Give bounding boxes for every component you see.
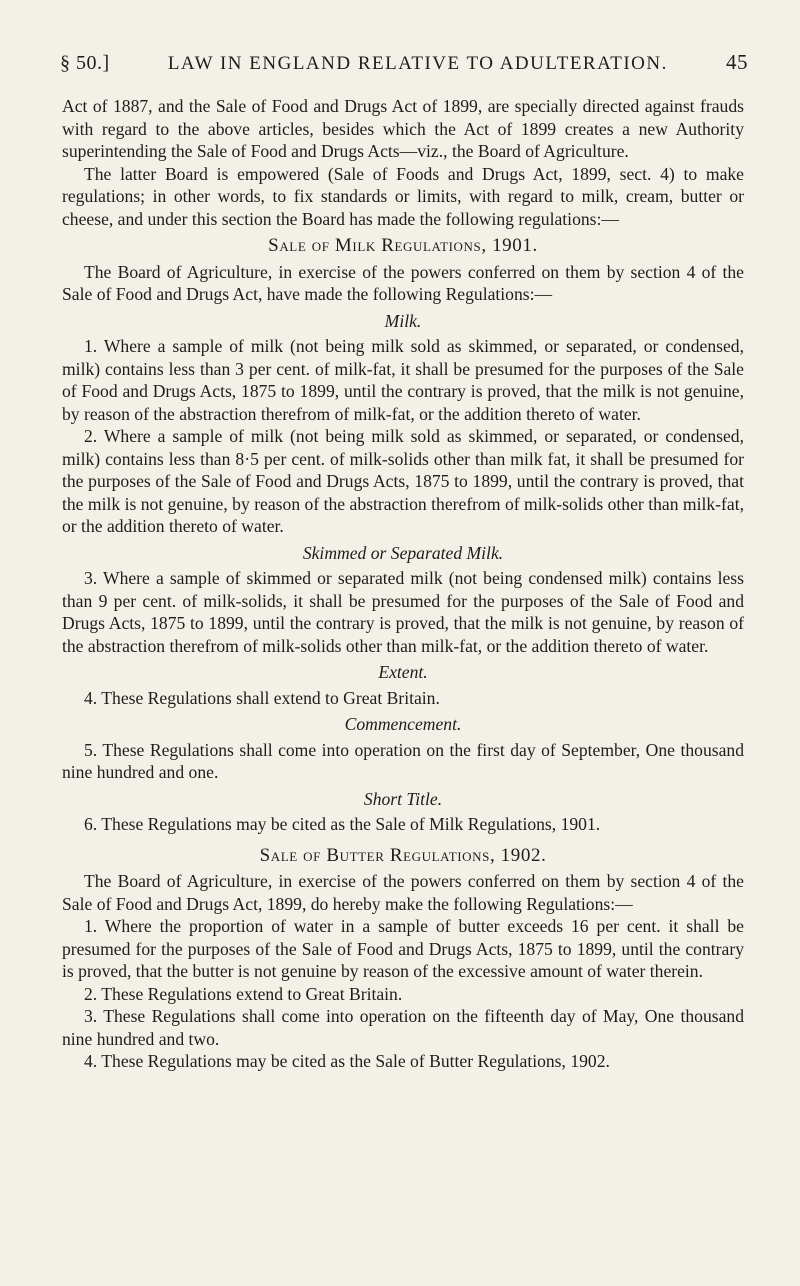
body-text (62, 95, 744, 1073)
butter-clause-1: 1. Where the proportion of water in a sample of butter exceeds 16 per cent. it shall be presumed for the purposes of the Sale of Food and Drugs Acts, 1875 to 1899, until the contrary is proved, that the butter is not genuine by reason of the excessive amount of water therein. (62, 916, 744, 981)
running-header (60, 50, 748, 75)
butter-clause-2: 2. These Regulations extend to Great Britain. (84, 983, 403, 1004)
intro-paragraph-1: Act of 1887, and the Sale of Food and Drugs Act of 1899, are specially directed against frauds with regard to the above articles, besides which the Act of 1899 creates a new Authority superintending the Sale of Food and Drugs Acts—viz., the Board of Agriculture. (62, 96, 744, 161)
short-title-subheading: Short Title. (363, 788, 443, 809)
commencement-subheading: Commencement. (344, 714, 462, 734)
milk-clause-5: 5. These Regulations shall come into operation on the first day of September, One thousand nine hundred and one. (62, 739, 744, 782)
milk-clause-2: 2. Where a sample of milk (not being milk sold as skimmed, or separated, or condensed, milk) contains less than 8·5 per cent. of milk-solids other than milk fat, it shall be presumed for the purposes of the Sale of Food and Drugs Acts, 1875 to 1899, until the contrary is proved, that the milk is not genuine, by reason of the abstraction therefrom of milk-solids other than milk-fat, or the addition thereto of water. (62, 426, 744, 536)
butter-clause-4: 4. These Regulations may be cited as the Sale of Butter Regulations, 1902. (84, 1051, 610, 1071)
milk-regulations-preamble: The Board of Agriculture, in exercise of the powers conferred on them by section 4 of the Sale of Food and Drugs Act, have made the following Regulations:— (62, 261, 744, 304)
extent-subheading: Extent. (378, 662, 428, 682)
milk-clause-1: 1. Where a sample of milk (not being milk sold as skimmed, or separated, or condensed, milk) contains less than 3 per cent. of milk-fat, it shall be presumed for the purposes of the Sale of Food and Drugs Acts, 1875 to 1899, until the contrary is proved, that the milk is not genuine, by reason of the abstraction therefrom of milk-fat, or the addition thereto of water. (62, 336, 744, 424)
butter-clause-3: 3. These Regulations shall come into operation on the fifteenth day of May, One thousand nine hundred and two. (62, 1006, 744, 1049)
milk-clause-4: 4. These Regulations shall extend to Great Britain. (84, 687, 440, 708)
skimmed-milk-subheading: Skimmed or Separated Milk. (302, 542, 504, 563)
butter-regulations-preamble: The Board of Agriculture, in exercise of the powers conferred on them by section 4 of the Sale of Food and Drugs Act, 1899, do hereby make the following Regulations:— (62, 871, 744, 914)
intro-paragraph-2: The latter Board is empowered (Sale of Foods and Drugs Act, 1899, sect. 4) to make regulations; in other words, to fix standards or limits, with regard to milk, cream, butter or cheese, and under this section the Board has made the following regulations:— (62, 163, 744, 229)
section-number: § 50.] (60, 52, 110, 74)
milk-clause-3: 3. Where a sample of skimmed or separated milk (not being condensed milk) contains less than 9 per cent. of milk-solids, it shall be presumed for the purposes of the Sale of Food and Drugs Acts, 1875 to 1899, until the contrary is proved, that the milk is not genuine, by reason of the abstraction therefrom of milk-solids other than milk-fat, or the addition thereto of water. (62, 568, 744, 656)
milk-regulations-heading: Sale of Milk Regulations, 1901. (268, 235, 538, 256)
milk-subheading: Milk. (384, 310, 422, 331)
butter-regulations-heading: Sale of Butter Regulations, 1902. (259, 844, 547, 866)
running-title: LAW IN ENGLAND RELATIVE TO ADULTERATION. (167, 53, 668, 74)
milk-clause-6: 6. These Regulations may be cited as the Sale of Milk Regulations, 1901. (84, 814, 601, 834)
page-number: 45 (726, 50, 748, 74)
